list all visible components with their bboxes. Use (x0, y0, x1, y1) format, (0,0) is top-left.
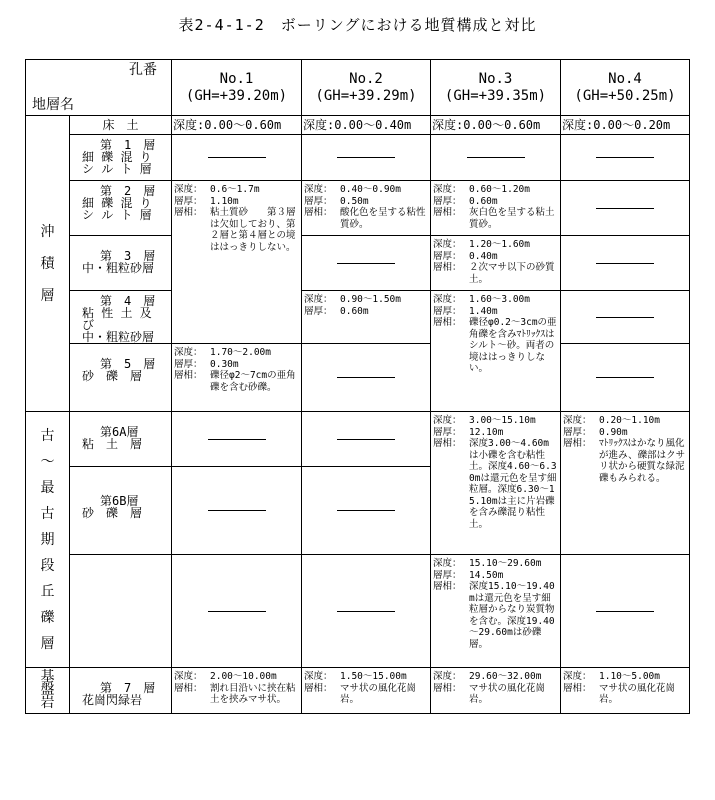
cell-no4-layer6: 深度： 0.20～1.10m 層厚： 0.90m 層相： ﾏﾄﾘｯｸｽはかなり風化が進み、礫部はクサリ状から硬質な緑泥礫もみられる。 (561, 412, 690, 555)
layer-name-label: 地層名 (32, 97, 74, 113)
floor-soil-row (26, 116, 690, 135)
basement-group-label: 基 盤 岩 (26, 668, 70, 714)
empty-cell (561, 236, 690, 291)
cell-no3-layer7: 深度： 29.60～32.00m 層相： マサ状の風化花崗岩。 (431, 668, 561, 714)
floor-depth-3: 深度:0.00～0.60m (431, 116, 561, 135)
empty-cell (302, 344, 431, 412)
table-title: 表2-4-1-2 ボーリングにおける地質構成と対比 (178, 16, 537, 34)
alluvium-group-label: 沖 積 層 (26, 116, 70, 412)
cell-no3-layer6-cont: 深度： 15.10～29.60m 層厚： 14.50m 層相： 深度15.10～19.40mは還元色を呈す細粒層からなり炭質物を含む。深度19.40～29.60mは砂礫層。 (431, 555, 561, 668)
cell-no2-layer2: 深度： 0.40～0.90m 層厚： 0.50m 層相： 酸化色を呈する粘性質砂。 (302, 181, 431, 236)
empty-cell (561, 344, 690, 412)
empty-cell (172, 467, 302, 555)
empty-cell (302, 467, 431, 555)
layer-7-row (26, 668, 690, 714)
layer-5-name: 第 5 層 砂 礫 層 (70, 344, 172, 412)
header-corner (26, 60, 172, 116)
layer-6-cont-row (26, 555, 690, 668)
cell-no1-layer7: 深度： 2.00～10.00m 層相： 割れ目沿いに挟在粘土を挟みマサ状。 (172, 668, 302, 714)
cell-no2-layer7: 深度： 1.50～15.00m 層相： マサ状の風化花崗岩。 (302, 668, 431, 714)
empty-cell (431, 135, 561, 181)
empty-cell (561, 135, 690, 181)
empty-cell (172, 555, 302, 668)
layer-1-row (26, 135, 690, 181)
empty-cell (302, 555, 431, 668)
layer-4-row (26, 291, 690, 344)
cell-no3-layer6: 深度： 3.00～15.10m 層厚： 12.10m 層相： 深度3.00～4.60mは小礫を含む粘性土。深度4.60～6.30mは還元色を呈す細粒層。深度6.30～15.10mは主に片岩礫を含み礫混り粘性土。 (431, 412, 561, 555)
layer-1-name: 第 1 層 細 礫 混 り シ ル ト 層 (70, 135, 172, 181)
geology-table (25, 59, 690, 714)
cell-no1-layer2: 深度： 0.6～1.7m 層厚： 1.10m 層相： 粘土質砂 第３層は欠如しており、第２層と第４層との境ははっきりしない。 (172, 181, 302, 344)
empty-name-cell (70, 555, 172, 668)
hole-number-label: 孔番 (129, 62, 157, 78)
layer-6a-name: 第6A層 粘 土 層 (70, 412, 172, 467)
terrace-group-label: 古 ～ 最 古 期 段 丘 礫 層 (26, 412, 70, 668)
empty-cell (561, 555, 690, 668)
floor-depth-2: 深度:0.00～0.40m (302, 116, 431, 135)
cell-no4-layer7: 深度： 1.10～5.00m 層相： マサ状の風化花崗岩。 (561, 668, 690, 714)
header-borehole-2: No.2 (GH=+39.29m) (302, 60, 431, 116)
cell-no3-layer4: 深度： 1.60～3.00m 層厚： 1.40m 層相： 礫径φ0.2～3cmの亜角礫を含みﾏﾄﾘｯｸｽはシルト～砂。両者の境ははっきりしない。 (431, 291, 561, 412)
header-row (26, 60, 690, 116)
empty-cell (302, 236, 431, 291)
cell-no2-layer4: 深度： 0.90～1.50m 層厚： 0.60m (302, 291, 431, 344)
layer-3-row (26, 236, 690, 291)
cell-no1-layer5: 深度： 1.70～2.00m 層厚： 0.30m 層相： 礫径φ2～7cmの亜角礫を含む砂礫。 (172, 344, 302, 412)
layer-2-row (26, 181, 690, 236)
layer-6b-name: 第6B層 砂 礫 層 (70, 467, 172, 555)
layer-4-name: 第 4 層 粘 性 土 及 び 中・粗粒砂層 (70, 291, 172, 344)
floor-soil-name: 床 土 (70, 116, 172, 135)
empty-cell (172, 135, 302, 181)
header-borehole-4: No.4 (GH=+50.25m) (561, 60, 690, 116)
layer-5-row (26, 344, 690, 412)
cell-no3-layer3: 深度： 1.20～1.60m 層厚： 0.40m 層相： ２次マサ以下の砂質土。 (431, 236, 561, 291)
layer-3-name: 第 3 層 中・粗粒砂層 (70, 236, 172, 291)
header-borehole-1: No.1 (GH=+39.20m) (172, 60, 302, 116)
floor-depth-1: 深度:0.00～0.60m (172, 116, 302, 135)
layer-7-name: 第 7 層 花崗閃緑岩 (70, 668, 172, 714)
layer-6a-row (26, 412, 690, 467)
layer-2-name: 第 2 層 細 礫 混 り シ ル ト 層 (70, 181, 172, 236)
empty-cell (561, 181, 690, 236)
empty-cell (561, 291, 690, 344)
cell-no3-layer2: 深度： 0.60～1.20m 層厚： 0.60m 層相： 灰白色を呈する粘土質砂。 (431, 181, 561, 236)
empty-cell (302, 135, 431, 181)
empty-cell (302, 412, 431, 467)
floor-depth-4: 深度:0.00～0.20m (561, 116, 690, 135)
empty-cell (172, 412, 302, 467)
header-borehole-3: No.3 (GH=+39.35m) (431, 60, 561, 116)
